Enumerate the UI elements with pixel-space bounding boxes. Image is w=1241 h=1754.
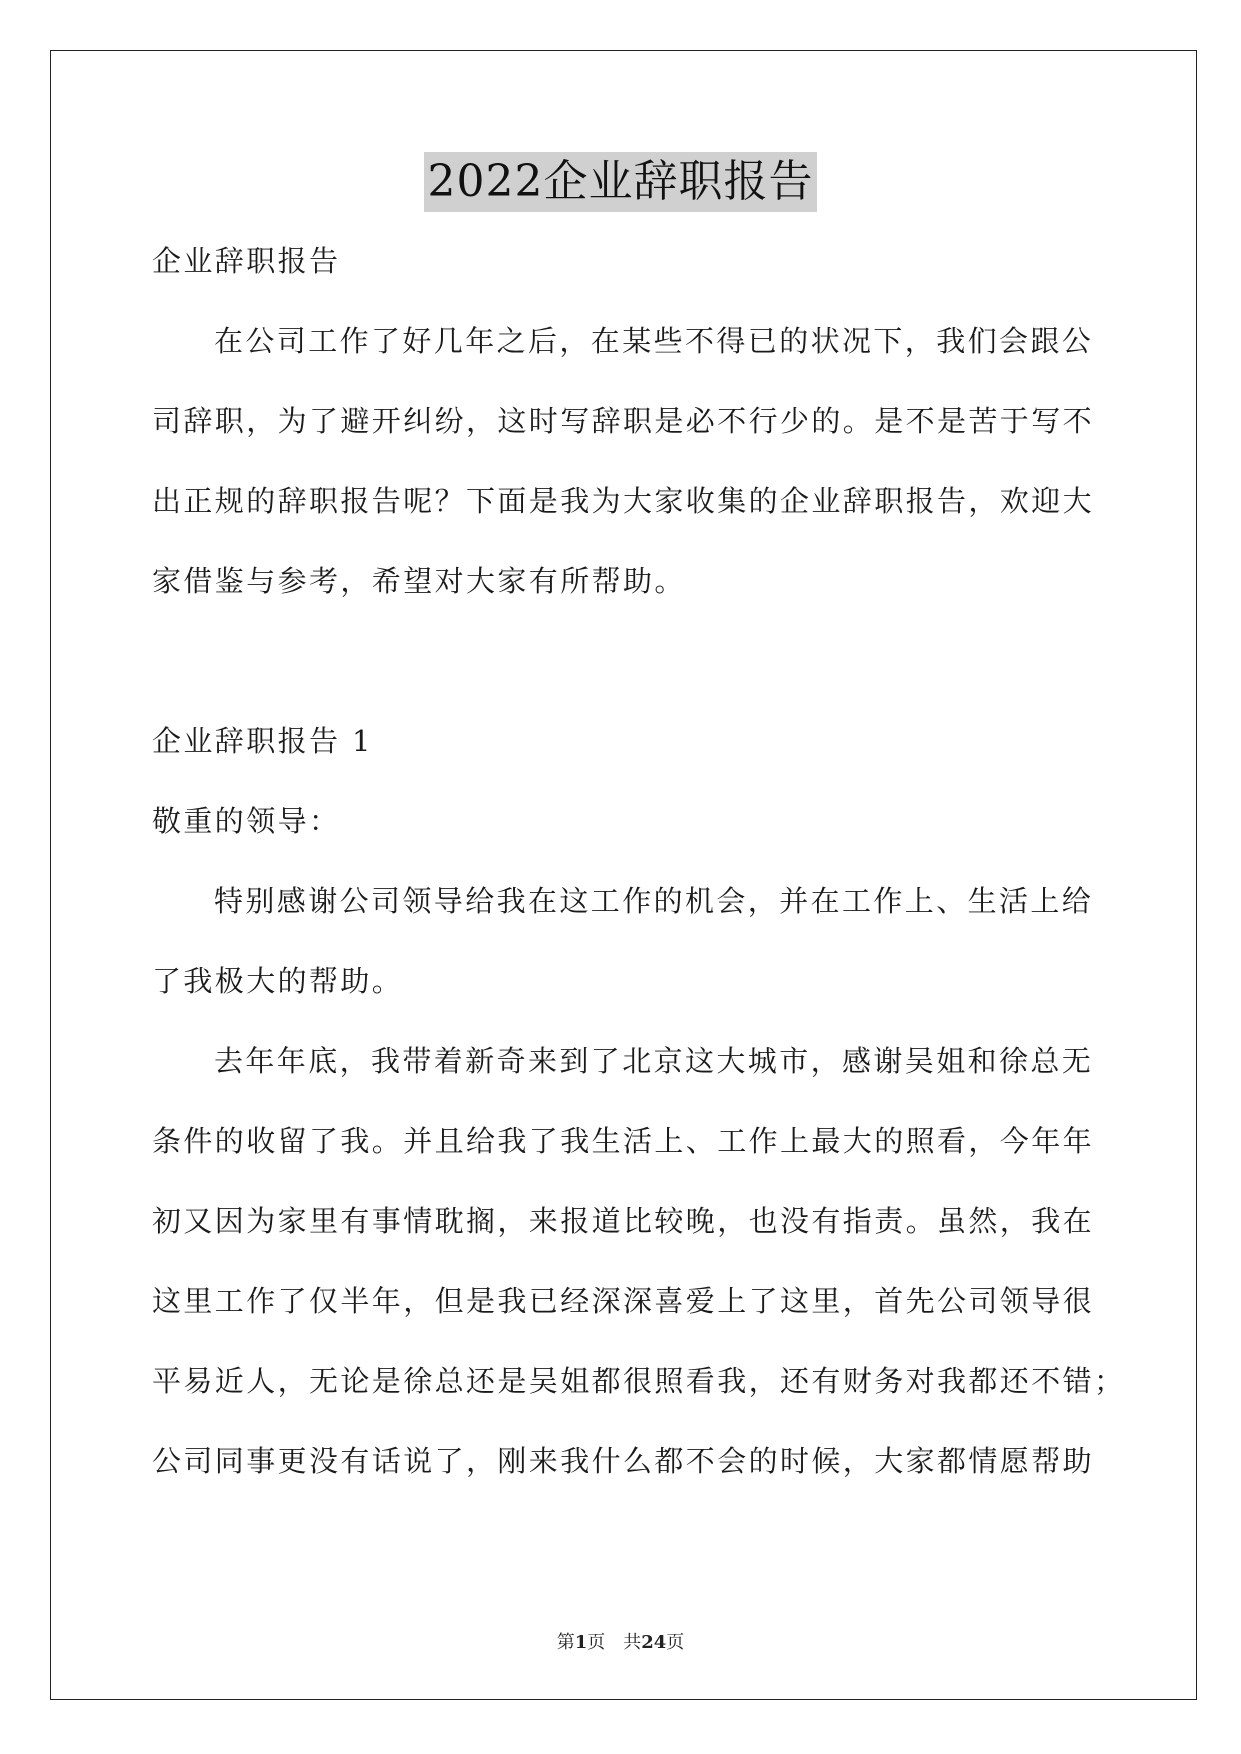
total-pages: 24 (641, 1632, 667, 1653)
paragraph-line: 去年年底，我带着新奇来到了北京这大城市，感谢吴姐和徐总无 (214, 1044, 1094, 1078)
paragraph-line: 特别感谢公司领导给我在这工作的机会，并在工作上、生活上给 (214, 884, 1094, 918)
page-prefix: 第 (556, 1632, 575, 1653)
page-footer (0, 1628, 1241, 1654)
title-container (0, 152, 1241, 212)
blank-line (152, 636, 1097, 716)
paragraph-line: 司辞职，为了避开纠纷，这时写辞职是必不行少的。是不是苦于写不 (152, 404, 1095, 438)
document-body (152, 236, 1126, 1516)
section-heading: 企业辞职报告 1 (152, 724, 373, 758)
total-suffix: 页 (666, 1632, 685, 1653)
paragraph-line: 这里工作了仅半年，但是我已经深深喜爱上了这里，首先公司领导很 (152, 1284, 1095, 1318)
total-prefix: 共 (623, 1632, 642, 1653)
paragraph-line: 条件的收留了我。并且给我了我生活上、工作上最大的照看，今年年 (152, 1124, 1095, 1158)
paragraph-line: 在公司工作了好几年之后，在某些不得已的状况下，我们会跟公 (214, 324, 1094, 358)
paragraph-line: 初又因为家里有事情耽搁，来报道比较晚，也没有指责。虽然，我在 (152, 1204, 1095, 1238)
document-title: 2022企业辞职报告 (424, 152, 818, 212)
section-heading: 企业辞职报告 (152, 244, 341, 278)
paragraph-line: 家借鉴与参考，希望对大家有所帮助。 (152, 564, 686, 598)
salutation: 敬重的领导： (152, 804, 341, 838)
paragraph-line: 平易近人，无论是徐总还是吴姐都很照看我，还有财务对我都还不错； (152, 1364, 1126, 1398)
paragraph-line: 了我极大的帮助。 (152, 964, 404, 998)
page-suffix: 页 (587, 1632, 606, 1653)
paragraph-line: 公司同事更没有话说了，刚来我什么都不会的时候，大家都情愿帮助 (152, 1444, 1095, 1478)
paragraph-line: 出正规的辞职报告呢？下面是我为大家收集的企业辞职报告，欢迎大 (152, 484, 1095, 518)
page-number: 1 (574, 1632, 588, 1653)
